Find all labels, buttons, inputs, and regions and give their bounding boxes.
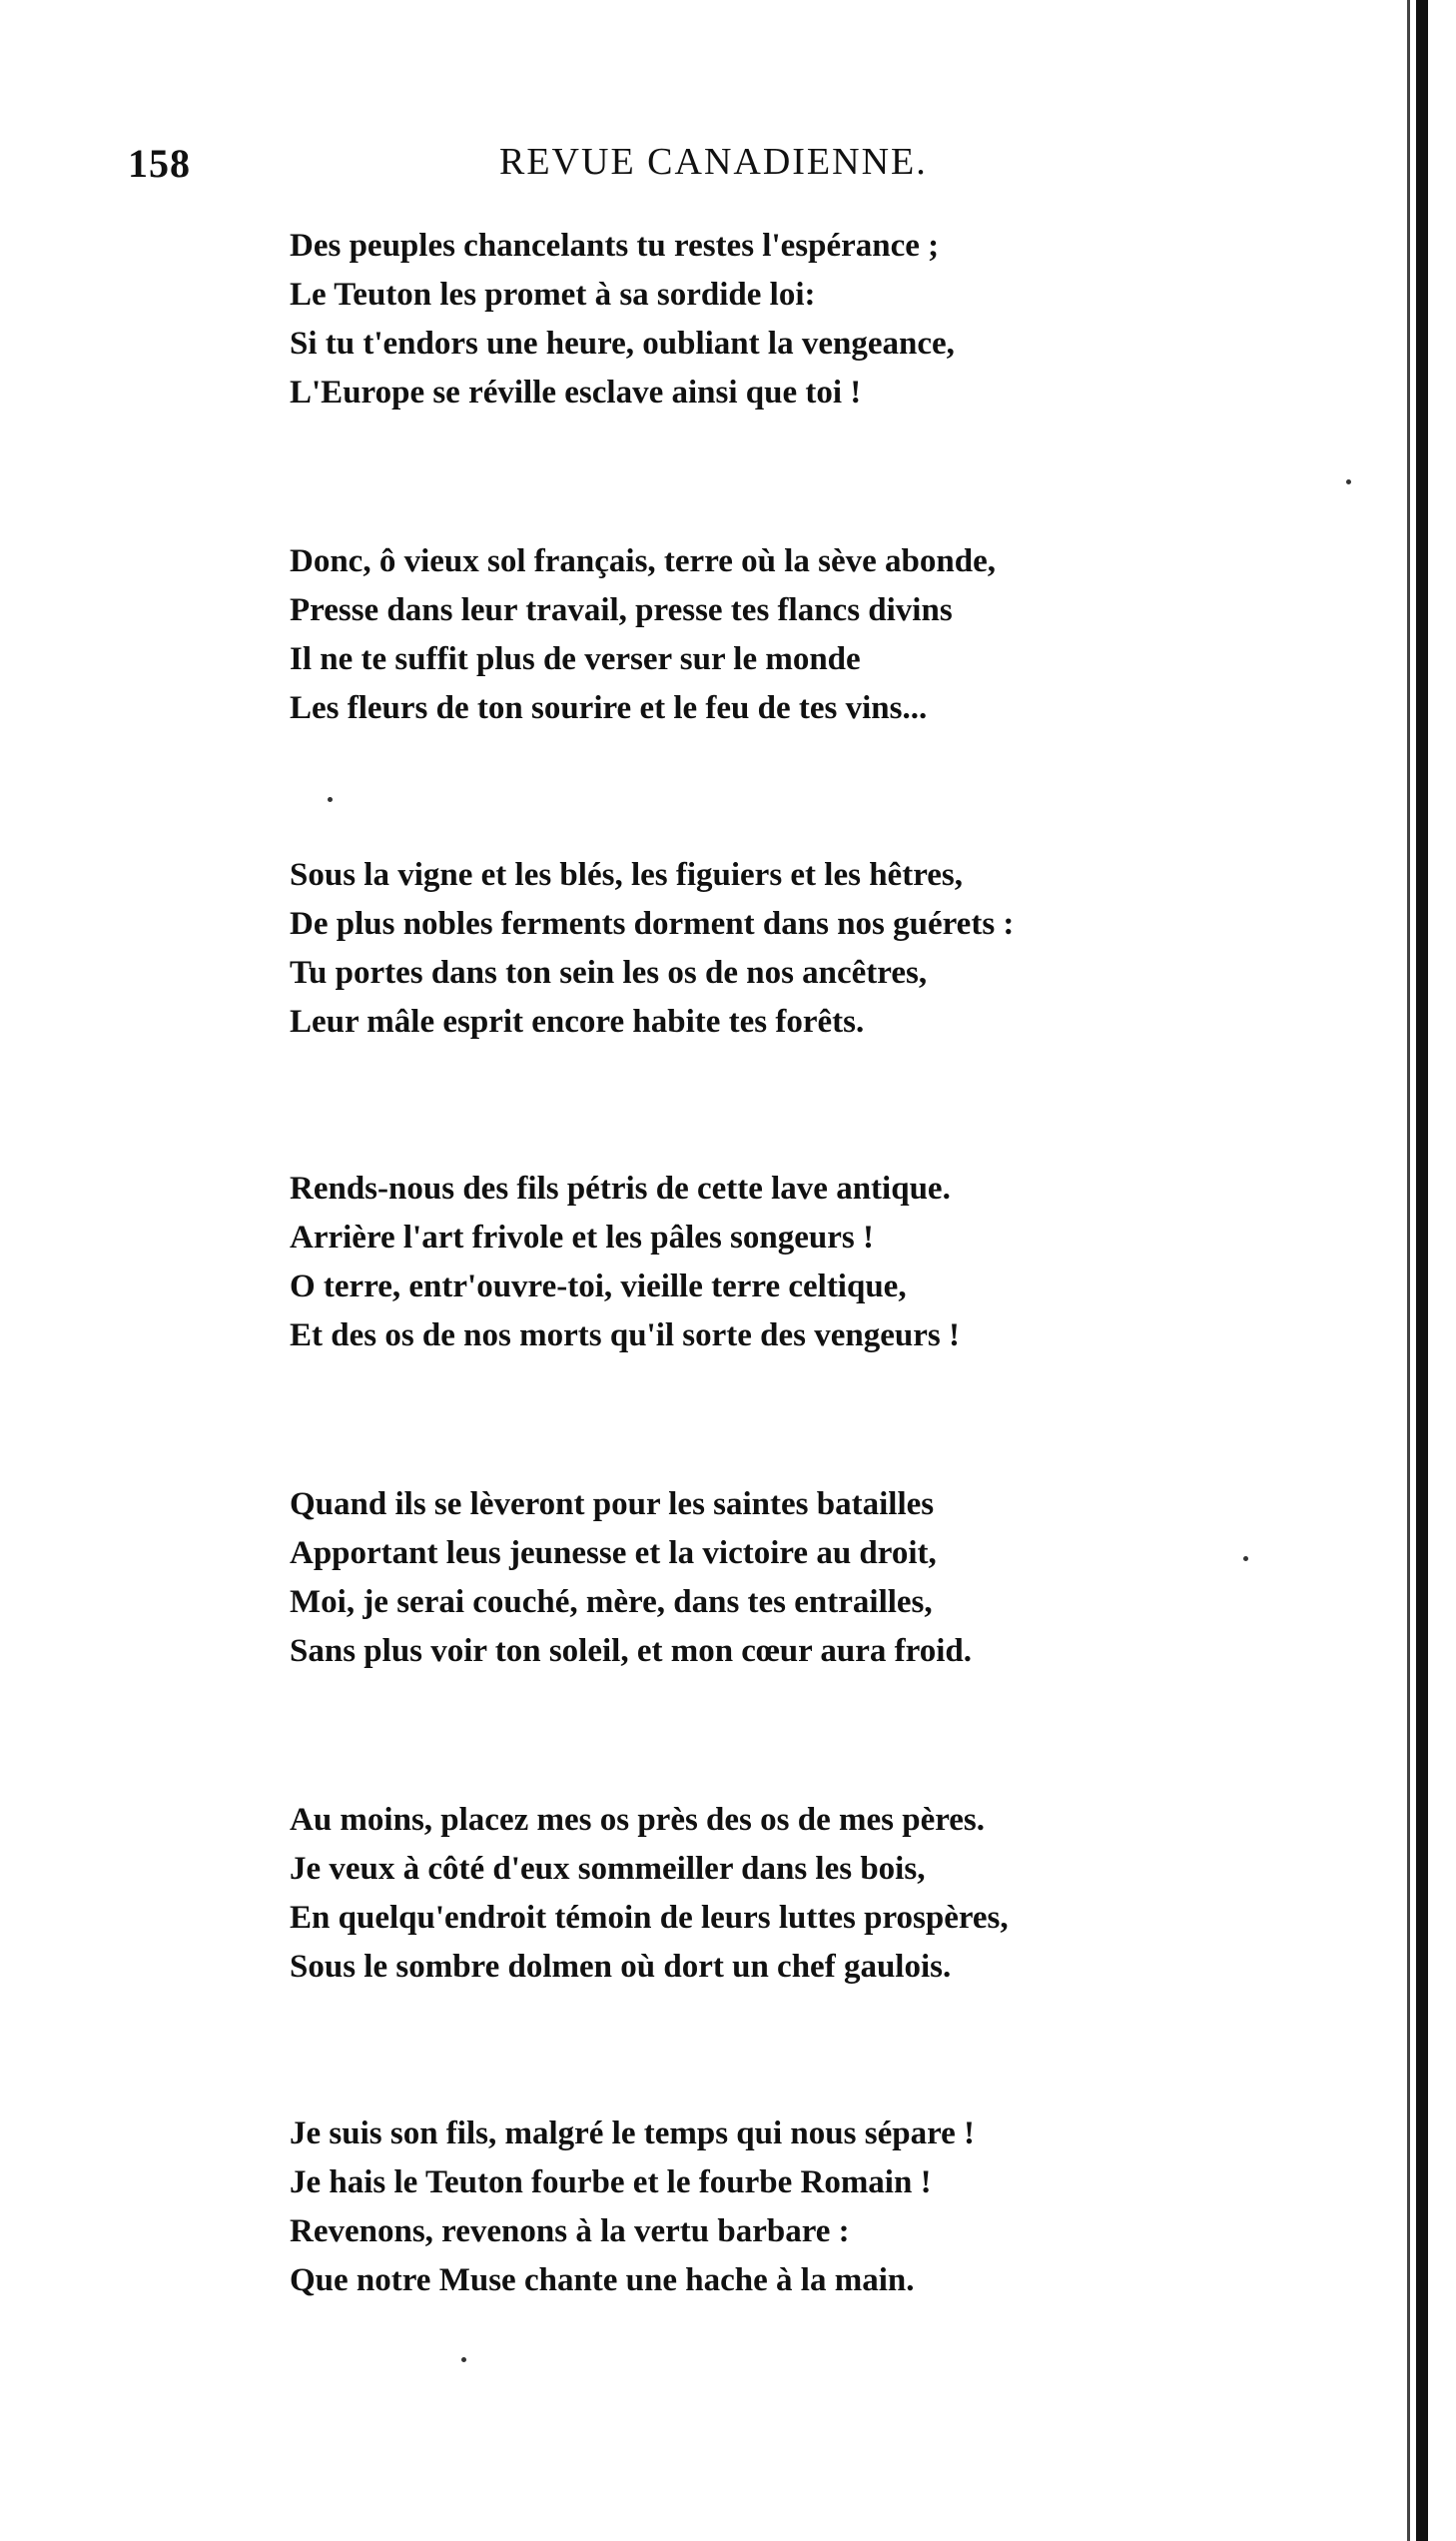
page-edge-line (1407, 0, 1410, 2541)
running-title: REVUE CANADIENNE. (499, 141, 928, 183)
poem-line: Moi, je serai couché, mère, dans tes entrailles, (290, 1584, 933, 1620)
ink-speck (1243, 1556, 1248, 1561)
stanza-2 (290, 537, 1168, 733)
stanza-3 (290, 851, 1168, 1047)
poem-line: Je suis son fils, malgré le temps qui nous sépare ! (290, 2116, 976, 2151)
poem-line: L'Europe se réville esclave ainsi que toi ! (290, 375, 862, 411)
poem-line: Arrière l'art frivole et les pâles songeurs ! (290, 1220, 874, 1256)
poem-line: Des peuples chancelants tu restes l'espérance ; (290, 228, 940, 264)
poem-line: O terre, entr'ouvre-toi, vieille terre celtique, (290, 1269, 907, 1304)
stanza-5 (290, 1480, 1168, 1676)
stanza-7 (290, 2110, 1168, 2305)
poem-line: Rends-nous des fils pétris de cette lave antique. (290, 1171, 951, 1207)
ink-speck (461, 2357, 466, 2362)
poem-line: Apportant leus jeunesse et la victoire au droit, (290, 1535, 937, 1571)
poem-line: Le Teuton les promet à sa sordide loi: (290, 277, 816, 313)
poem-line: Donc, ô vieux sol français, terre où la sève abonde, (290, 543, 997, 579)
poem-line: Presse dans leur travail, presse tes flancs divins (290, 592, 953, 628)
stanza-6 (290, 1796, 1168, 1992)
page-header (128, 140, 987, 200)
poem-line: Il ne te suffit plus de verser sur le monde (290, 641, 861, 677)
poem-line: Je hais le Teuton fourbe et le fourbe Romain ! (290, 2164, 932, 2200)
poem-line: Les fleurs de ton sourire et le feu de tes vins... (290, 690, 928, 726)
poem-line: Leur mâle esprit encore habite tes forêts. (290, 1004, 865, 1040)
poem-line: En quelqu'endroit témoin de leurs luttes prospères, (290, 1900, 1009, 1936)
poem-line: Sous le sombre dolmen où dort un chef gaulois. (290, 1949, 952, 1985)
poem-line: Revenons, revenons à la vertu barbare : (290, 2213, 850, 2249)
stanza-1 (290, 222, 1168, 418)
poem-line: Je veux à côté d'eux sommeiller dans les bois, (290, 1851, 926, 1887)
page-number: 158 (128, 141, 191, 186)
poem-line: Et des os de nos morts qu'il sorte des vengeurs ! (290, 1317, 961, 1353)
poem-line: Sous la vigne et les blés, les figuiers et les hêtres, (290, 857, 963, 893)
poem-line: Au moins, placez mes os près des os de mes pères. (290, 1802, 986, 1838)
poem-line: Que notre Muse chante une hache à la main. (290, 2262, 915, 2298)
ink-speck (328, 797, 333, 802)
poem-line: Sans plus voir ton soleil, et mon cœur aura froid. (290, 1633, 972, 1669)
poem-line: Tu portes dans ton sein les os de nos ancêtres, (290, 955, 928, 991)
stanza-4 (290, 1165, 1168, 1360)
ink-speck (1346, 479, 1351, 484)
poem-line: De plus nobles ferments dorment dans nos guérets : (290, 906, 1015, 942)
poem-line: Quand ils se lèveront pour les saintes batailles (290, 1486, 935, 1522)
poem-line: Si tu t'endors une heure, oubliant la vengeance, (290, 326, 955, 362)
page-edge-shadow (1416, 0, 1428, 2541)
